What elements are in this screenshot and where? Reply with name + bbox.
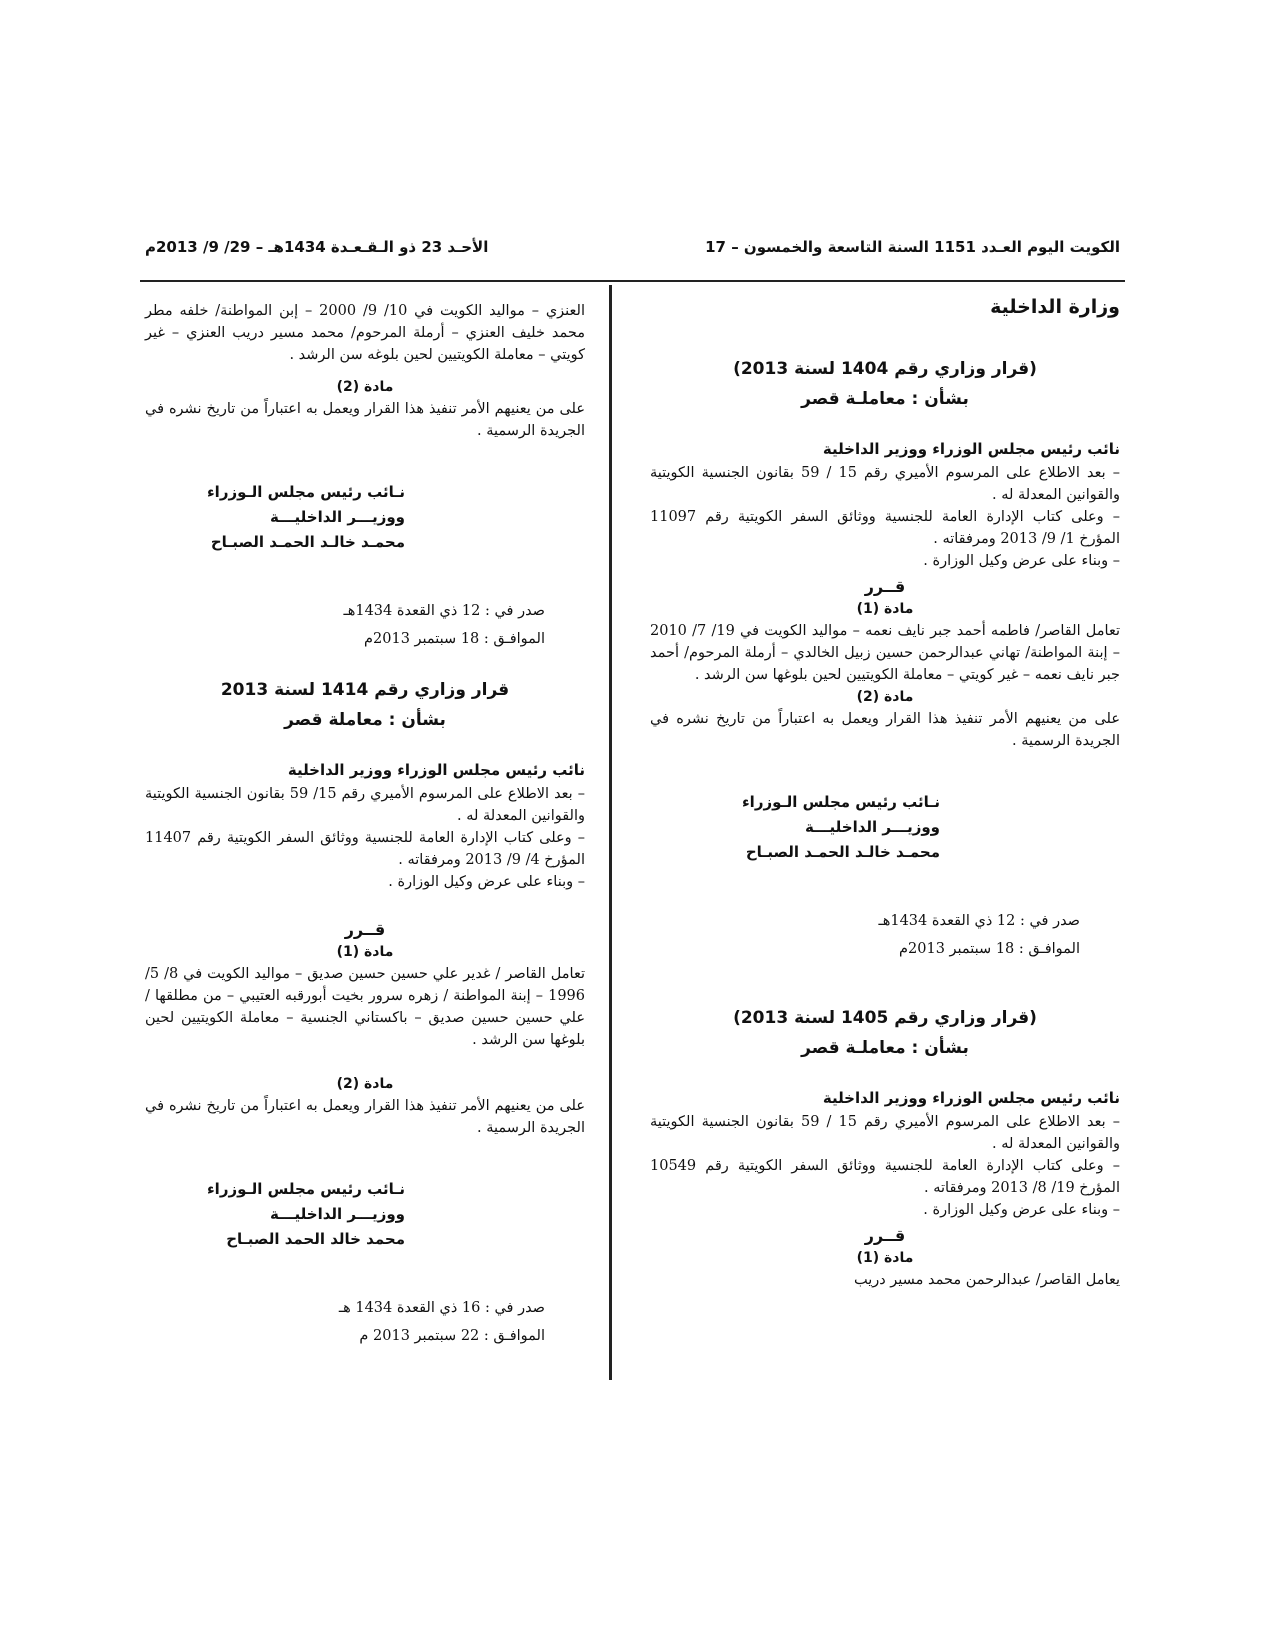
issued-date: صدر في : 12 ذي القعدة 1434هـ: [878, 913, 1080, 929]
signature-block: [650, 790, 1120, 865]
decision-issuer: نائب رئيس مجلس الوزراء ووزير الداخلية: [287, 761, 585, 779]
signature-line: ووزيـــر الداخليـــة: [805, 818, 940, 836]
article-title: مادة (2): [336, 379, 394, 395]
article-text: على من يعنيهم الأمر تنفيذ هذا القرار ويعمل به اعتباراً من تاريخ نشره في الجريدة الرسمية .: [650, 711, 1120, 749]
preamble-item: – وعلى كتاب الإدارة العامة للجنسية ووثائق السفر الكويتية رقم 11407 المؤرخ 4/ 9/ 2013 ومرفقاته .: [145, 830, 585, 868]
article-title: مادة (2): [856, 689, 914, 705]
decision-subject: بشأن : معاملـة قصر: [801, 1038, 969, 1058]
header-rule: [140, 280, 1125, 282]
decides-heading: قــرر: [864, 1226, 906, 1245]
decision-issuer: نائب رئيس مجلس الوزراء ووزير الداخلية: [822, 440, 1120, 458]
preamble-item: – وعلى كتاب الإدارة العامة للجنسية ووثائق السفر الكويتية رقم 10549 المؤرخ 19/ 8/ 2013 ومرفقاته .: [650, 1158, 1120, 1196]
column-divider: [609, 285, 612, 1380]
signature-line: محمـد خالـد الحمـد الصبـاح: [745, 843, 940, 861]
preamble-item: – بعد الاطلاع على المرسوم الأميري رقم 15 / 59 بقانون الجنسية الكويتية والقوانين المعدلة له .: [650, 465, 1120, 503]
article-title: مادة (1): [856, 601, 914, 617]
article-text: يعامل القاصر/ عبدالرحمن محمد مسير دريب: [853, 1272, 1120, 1288]
article-title: مادة (2): [336, 1076, 394, 1092]
header-date: الأحـد 23 ذو الـقـعـدة 1434هـ – 29/ 9/ 2013م: [145, 238, 489, 256]
continuation-text: العنزي – مواليد الكويت في 10/ 9/ 2000 – إبن المواطنة/ خلفه مطر محمد خليف العنزي – أرملة المرحوم/ محمد مسير دريب العنزي – غير كويتي – معاملة الكويتيين لحين بلوغه سن الرشد .: [145, 303, 586, 363]
ministry-heading: وزارة الداخلية: [990, 296, 1120, 318]
signature-line: محمـد خالـد الحمـد الصبـاح: [210, 533, 405, 551]
article-text: تعامل القاصر / غدير علي حسين حسين صديق – مواليد الكويت في 8/ 5/ 1996 – إبنة المواطنة / زهره سرور بخيت أبورقبه العتيبي – من مطلقها / علي حسين حسين صديق – باكستاني الجنسية – معاملة الكويتيين لحين بلوغها سن الرشد .: [145, 966, 585, 1048]
signature-line: محمد خالد الحمد الصبـاح: [226, 1230, 405, 1248]
signature-block: [145, 1177, 585, 1252]
article-title: مادة (1): [856, 1250, 914, 1266]
signature-line: ووزيـــر الداخليـــة: [270, 508, 405, 526]
header-issue-info: الكويت اليوم العـدد 1151 السنة التاسعة والخمسون – 17: [705, 238, 1120, 256]
preamble-item: – وبناء على عرض وكيل الوزارة .: [923, 1202, 1120, 1218]
preamble-item: – وبناء على عرض وكيل الوزارة .: [923, 553, 1120, 569]
signature-line: نـائب رئيس مجلس الـوزراء: [207, 1180, 405, 1198]
decision-issuer: نائب رئيس مجلس الوزراء ووزير الداخلية: [822, 1089, 1120, 1107]
decision-1405: [650, 1003, 1120, 1291]
issued-date: صدر في : 12 ذي القعدة 1434هـ: [343, 603, 545, 619]
decision-1414: [145, 675, 585, 1350]
article-text: على من يعنيهم الأمر تنفيذ هذا القرار ويعمل به اعتباراً من تاريخ نشره في الجريدة الرسمية .: [145, 1098, 585, 1136]
signature-line: نـائب رئيس مجلس الـوزراء: [207, 483, 405, 501]
page-header: [145, 238, 1120, 264]
preamble-item: – بعد الاطلاع على المرسوم الأميري رقم 15 / 59 بقانون الجنسية الكويتية والقوانين المعدلة له .: [650, 1114, 1120, 1152]
preamble-item: – وعلى كتاب الإدارة العامة للجنسية ووثائق السفر الكويتية رقم 11097 المؤرخ 1/ 9/ 2013 ومرفقاته .: [650, 509, 1120, 547]
decision-title: قرار وزاري رقم 1414 لسنة 2013: [220, 680, 510, 700]
issued-date: صدر في : 16 ذي القعدة 1434 هـ: [338, 1300, 545, 1316]
decides-heading: قــرر: [864, 577, 906, 596]
decision-title: (قرار وزاري رقم 1404 لسنة 2013): [733, 359, 1037, 379]
decision-subject: بشأن : معاملـة قصر: [801, 389, 969, 409]
decision-title: (قرار وزاري رقم 1405 لسنة 2013): [733, 1008, 1037, 1028]
article-title: مادة (1): [336, 944, 394, 960]
article-text: على من يعنيهم الأمر تنفيذ هذا القرار ويعمل به اعتباراً من تاريخ نشره في الجريدة الرسمية .: [145, 401, 585, 439]
signature-block: [145, 480, 585, 555]
decision-1404: [650, 354, 1120, 963]
preamble-item: – وبناء على عرض وكيل الوزارة .: [388, 874, 585, 890]
right-column: [650, 296, 1120, 1291]
preamble-item: – بعد الاطلاع على المرسوم الأميري رقم 15/ 59 بقانون الجنسية الكويتية والقوانين المعدلة له .: [145, 786, 585, 824]
signature-line: نـائب رئيس مجلس الـوزراء: [742, 793, 940, 811]
left-column: [145, 300, 585, 1350]
article-text: تعامل القاصر/ فاطمه أحمد جبر نايف نعمه – مواليد الكويت في 19/ 7/ 2010 – إبنة المواطنة/ تهاني عبدالرحمن حسين زبيل الخالدي – أرملة المرحوم/ أحمد جبر نايف نعمه – غير كويتي – معاملة الكويتيين لحين بلوغها سن الرشد .: [650, 623, 1121, 683]
decides-heading: قــرر: [344, 920, 386, 939]
corresponding-date: الموافـق : 22 سبتمبر 2013 م: [359, 1328, 545, 1344]
signature-line: ووزيـــر الداخليـــة: [270, 1205, 405, 1223]
corresponding-date: الموافـق : 18 سبتمبر 2013م: [899, 941, 1080, 957]
corresponding-date: الموافـق : 18 سبتمبر 2013م: [364, 631, 545, 647]
decision-subject: بشأن : معاملة قصر: [284, 710, 446, 730]
